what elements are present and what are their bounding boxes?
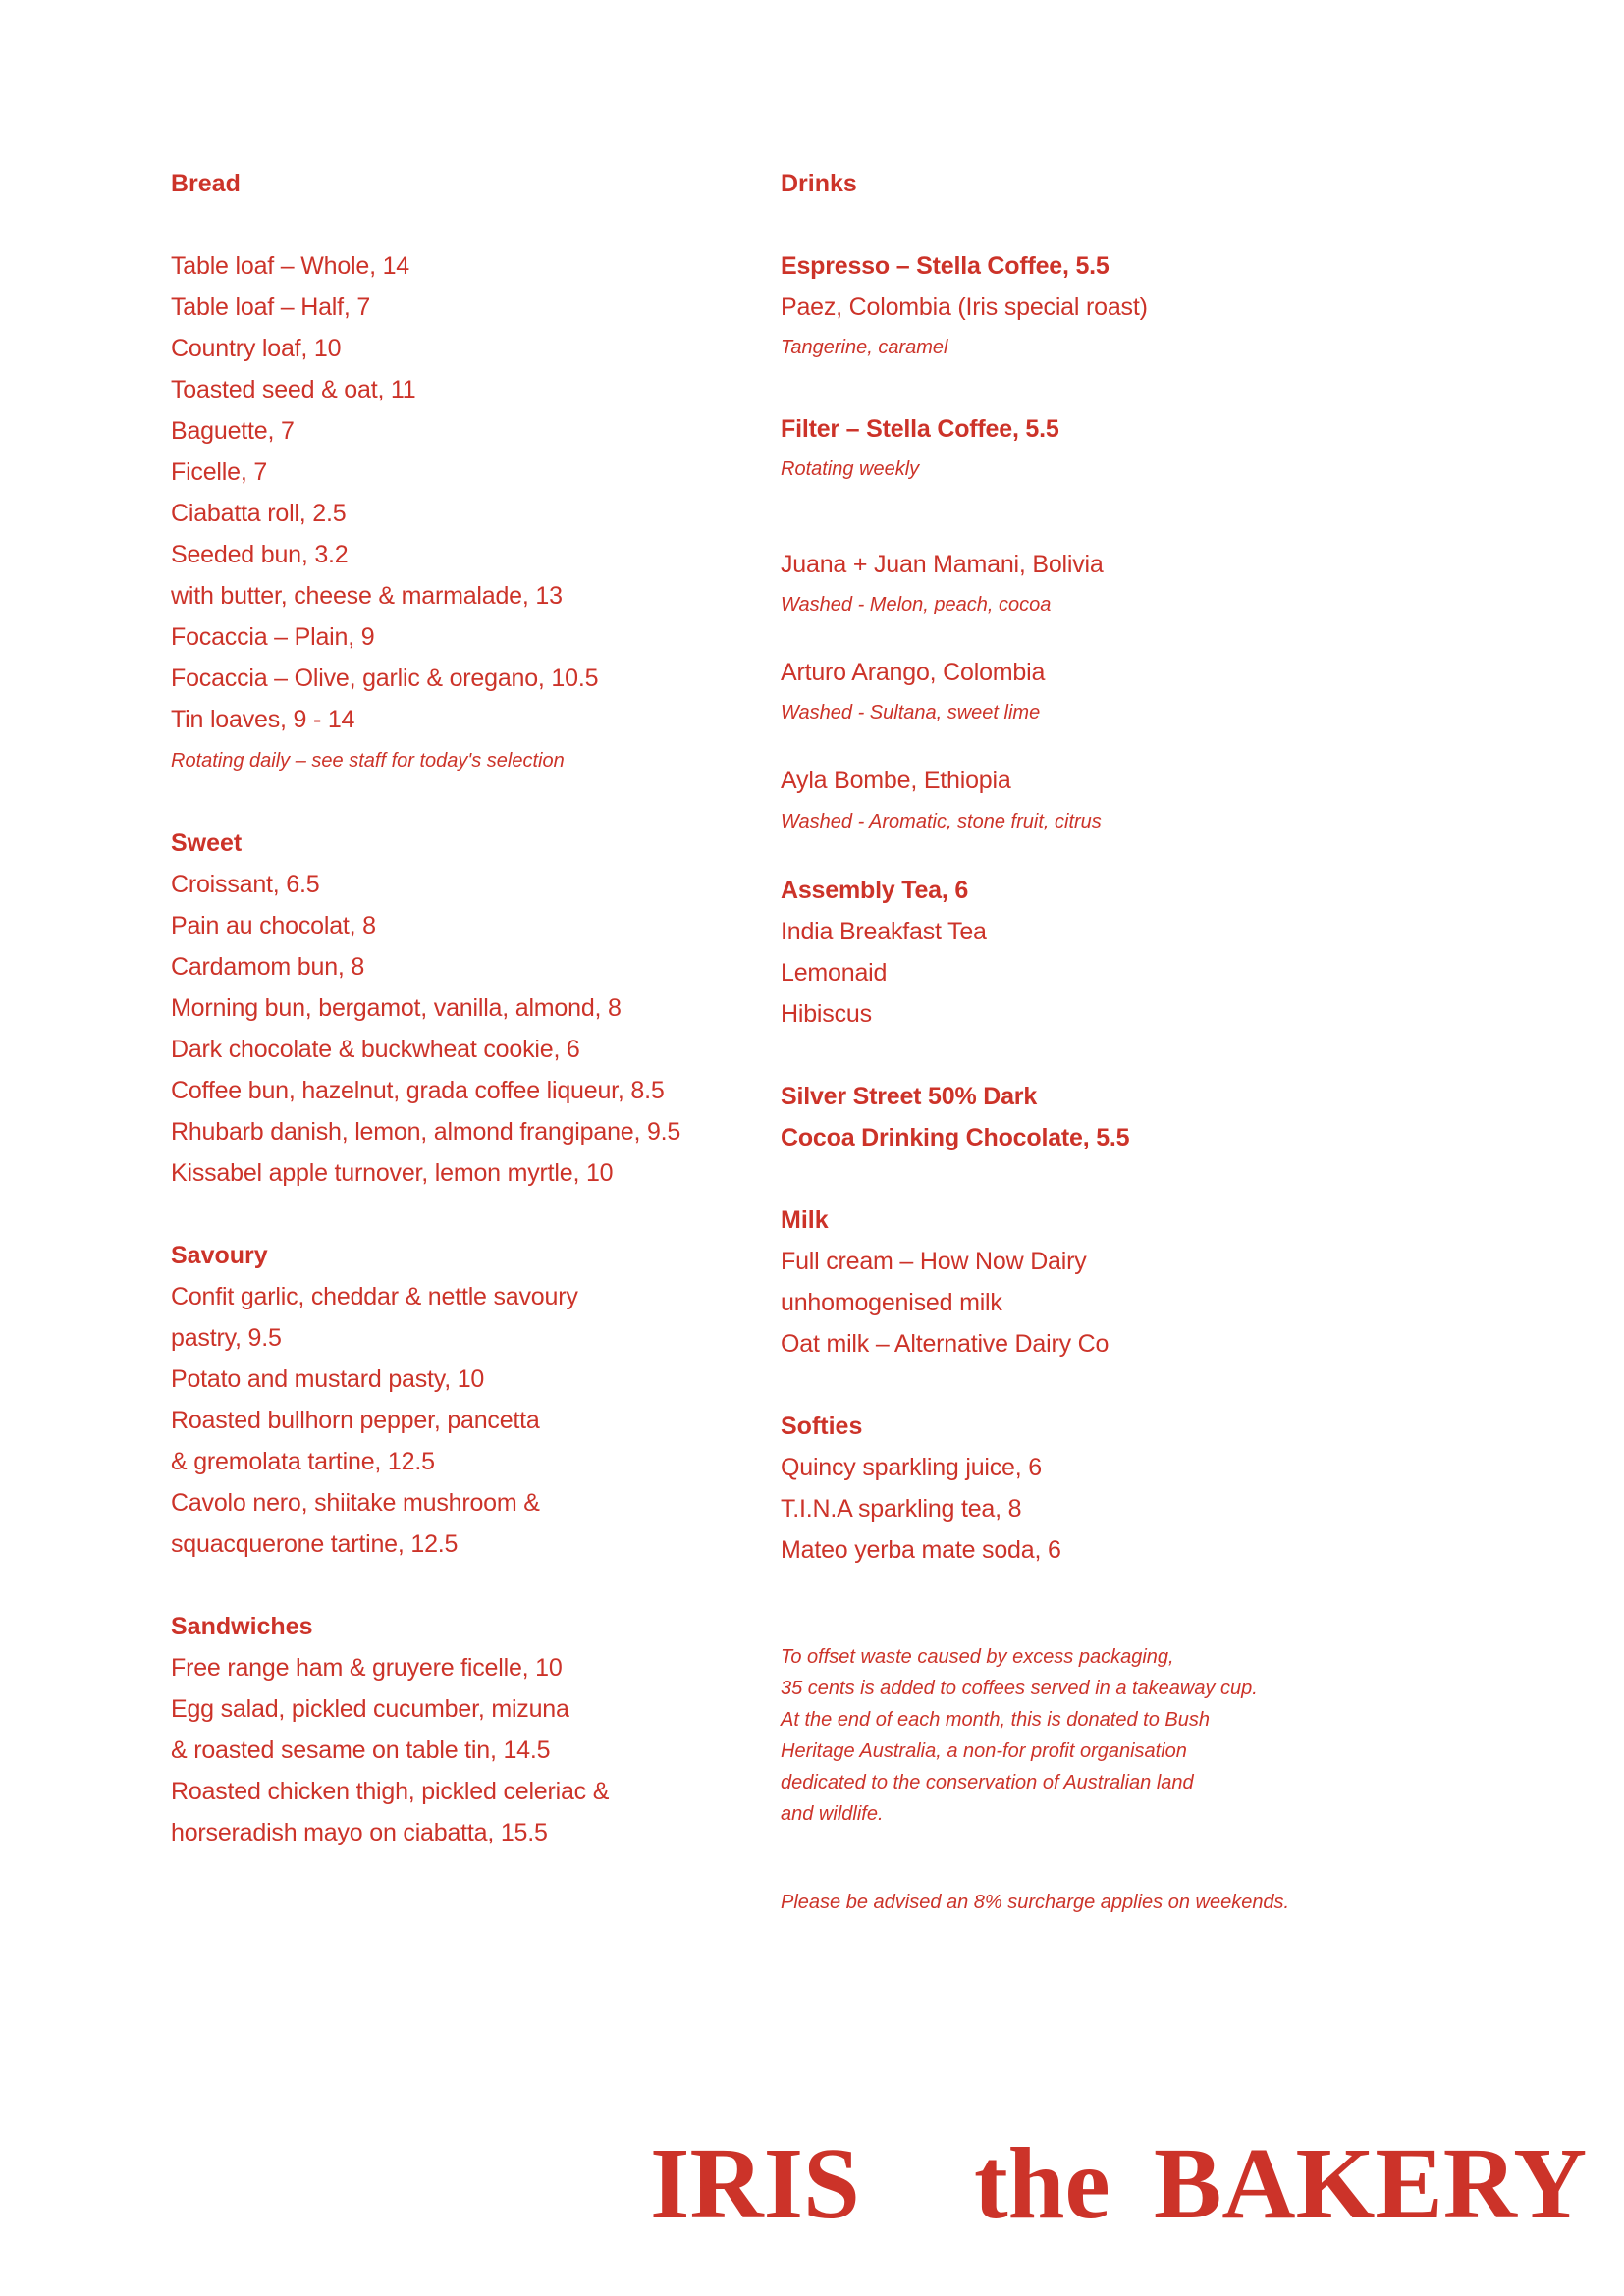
menu-item: Oat milk – Alternative Dairy Co: [781, 1330, 1110, 1358]
surcharge-notice: Please be advised an 8% surcharge applies on weekends.: [781, 1892, 1290, 1913]
coffee-notes: Washed - Sultana, sweet lime: [781, 702, 1041, 723]
drinks-heading: Drinks: [781, 170, 857, 197]
menu-item: Cardamom bun, 8: [171, 953, 365, 981]
menu-item: Country loaf, 10: [171, 335, 342, 362]
chocolate-title-line2: Cocoa Drinking Chocolate, 5.5: [781, 1124, 1130, 1151]
logo-word-bakery: BAKERY: [1154, 2127, 1588, 2240]
chocolate-title-line1: Silver Street 50% Dark: [781, 1083, 1038, 1110]
footnote-line: To offset waste caused by excess packaging,: [781, 1646, 1174, 1668]
menu-item: & gremolata tartine, 12.5: [171, 1448, 435, 1475]
menu-item: India Breakfast Tea: [781, 918, 987, 945]
footnote-line: and wildlife.: [781, 1803, 884, 1825]
menu-item: squacquerone tartine, 12.5: [171, 1530, 459, 1558]
bread-list: [171, 245, 721, 781]
menu-item: Egg salad, pickled cucumber, mizuna: [171, 1695, 569, 1723]
menu-item: Morning bun, bergamot, vanilla, almond, 8: [171, 994, 622, 1022]
menu-item: Cavolo nero, shiitake mushroom &: [171, 1489, 540, 1517]
menu-item: Tin loaves, 9 - 14: [171, 706, 355, 733]
menu-item: Ciabatta roll, 2.5: [171, 500, 347, 527]
menu-item: Dark chocolate & buckwheat cookie, 6: [171, 1036, 580, 1063]
menu-item: pastry, 9.5: [171, 1324, 282, 1352]
menu-item: unhomogenised milk: [781, 1289, 1002, 1316]
filter-section: [781, 408, 1389, 842]
footnote-line: 35 cents is added to coffees served in a takeaway cup.: [781, 1678, 1258, 1699]
menu-item: Table loaf – Half, 7: [171, 294, 371, 321]
sweet-heading: Sweet: [171, 829, 243, 857]
menu-item: Focaccia – Olive, garlic & oregano, 10.5: [171, 665, 599, 692]
coffee-notes: Washed - Melon, peach, cocoa: [781, 594, 1052, 615]
espresso-origin: Paez, Colombia (Iris special roast): [781, 294, 1148, 321]
espresso-title: Espresso – Stella Coffee, 5.5: [781, 252, 1110, 280]
logo-word-iris: IRIS: [650, 2127, 860, 2240]
filter-title: Filter – Stella Coffee, 5.5: [781, 415, 1059, 443]
menu-item: Croissant, 6.5: [171, 871, 320, 898]
menu-item: Roasted chicken thigh, pickled celeriac &: [171, 1778, 610, 1805]
chocolate-section: [781, 1076, 1389, 1158]
menu-item: with butter, cheese & marmalade, 13: [171, 582, 563, 610]
drinks-menu-column: [781, 163, 1389, 1918]
menu-item: Lemonaid: [781, 959, 888, 987]
menu-item: Toasted seed & oat, 11: [171, 376, 416, 403]
milk-heading: Milk: [781, 1206, 829, 1234]
savoury-heading: Savoury: [171, 1242, 268, 1269]
footnote-line: Heritage Australia, a non-for profit organisation: [781, 1740, 1187, 1762]
menu-item: Free range ham & gruyere ficelle, 10: [171, 1654, 563, 1682]
sandwiches-heading: Sandwiches: [171, 1613, 313, 1640]
espresso-section: [781, 245, 1389, 367]
menu-item: Pain au chocolat, 8: [171, 912, 376, 939]
menu-item: Table loaf – Whole, 14: [171, 252, 409, 280]
coffee-name: Arturo Arango, Colombia: [781, 659, 1046, 686]
menu-item: Coffee bun, hazelnut, grada coffee liqueur, 8.5: [171, 1077, 665, 1104]
menu-item: Potato and mustard pasty, 10: [171, 1365, 485, 1393]
tea-title: Assembly Tea, 6: [781, 877, 969, 904]
menu-item: Focaccia – Plain, 9: [171, 623, 375, 651]
menu-item: & roasted sesame on table tin, 14.5: [171, 1736, 551, 1764]
menu-item: Roasted bullhorn pepper, pancetta: [171, 1407, 540, 1434]
coffee-name: Ayla Bombe, Ethiopia: [781, 767, 1011, 794]
tea-section: [781, 870, 1389, 1035]
bread-heading: Bread: [171, 170, 241, 197]
menu-item: horseradish mayo on ciabatta, 15.5: [171, 1819, 548, 1846]
softies-section: [781, 1406, 1389, 1571]
waste-footnote: [781, 1641, 1389, 1830]
menu-item: T.I.N.A sparkling tea, 8: [781, 1495, 1022, 1522]
menu-item: Confit garlic, cheddar & nettle savoury: [171, 1283, 578, 1310]
food-menu-column: [171, 163, 721, 1853]
filter-notes: Rotating weekly: [781, 458, 920, 480]
savoury-list: [171, 1276, 721, 1565]
milk-section: [781, 1200, 1389, 1364]
menu-item: Kissabel apple turnover, lemon myrtle, 10: [171, 1159, 614, 1187]
sweet-list: [171, 864, 721, 1194]
menu-item: Full cream – How Now Dairy: [781, 1248, 1087, 1275]
menu-item: Ficelle, 7: [171, 458, 268, 486]
menu-item: Baguette, 7: [171, 417, 295, 445]
bread-note: Rotating daily – see staff for today's selection: [171, 750, 565, 772]
footnote-line: At the end of each month, this is donated to Bush: [781, 1709, 1210, 1731]
sandwiches-list: [171, 1647, 721, 1853]
menu-item: Rhubarb danish, lemon, almond frangipane, 9.5: [171, 1118, 681, 1146]
menu-item: Seeded bun, 3.2: [171, 541, 349, 568]
footnote-line: dedicated to the conservation of Australian land: [781, 1772, 1194, 1793]
menu-item: Hibiscus: [781, 1000, 872, 1028]
iris-the-bakery-logo: [650, 2127, 1588, 2240]
espresso-notes: Tangerine, caramel: [781, 337, 948, 358]
coffee-name: Juana + Juan Mamani, Bolivia: [781, 551, 1104, 578]
menu-item: Quincy sparkling juice, 6: [781, 1454, 1042, 1481]
logo-word-the: the: [974, 2127, 1110, 2240]
softies-heading: Softies: [781, 1413, 863, 1440]
menu-item: Mateo yerba mate soda, 6: [781, 1536, 1061, 1564]
coffee-notes: Washed - Aromatic, stone fruit, citrus: [781, 811, 1102, 832]
